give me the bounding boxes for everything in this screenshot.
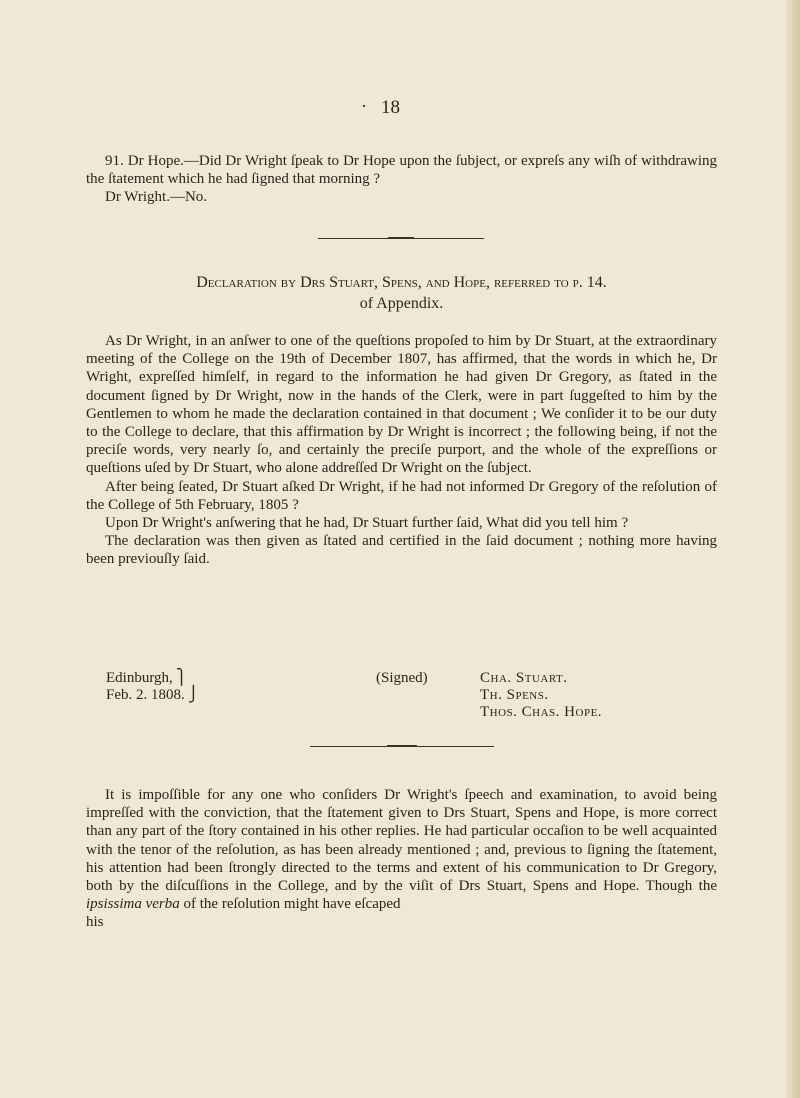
- closing-body: [86, 786, 717, 932]
- question-91: 91. Dr Hope.—Did Dr Wright ſpeak to Dr Hope upon the ſubject, or expreſs any wiſh of withdrawing the ſtatement which he had ſigned that morning ?: [86, 153, 717, 188]
- italic-phrase: ipsissima verba: [86, 896, 180, 913]
- brace-icon: ⎭: [187, 687, 199, 703]
- declaration-paragraph: After being ſeated, Dr Stuart aſked Dr Wright, if he had not informed Dr Gregory of the reſolution of the College of 5th February, 1805 ?: [86, 478, 717, 513]
- signatures: [480, 670, 602, 721]
- date: Feb. 2. 1808.: [106, 687, 185, 703]
- declaration-paragraph: The declaration was then given as ſtated and certified in the ſaid document ; nothing more having been previouſly ſaid.: [86, 533, 717, 568]
- signatory-hope: Thos. Chas. Hope.: [480, 704, 603, 720]
- signatory-spens: Th. Spens.: [480, 687, 549, 703]
- place: Edinburgh,: [106, 670, 173, 686]
- brace-icon: ⎫: [175, 670, 188, 686]
- catchword: his: [86, 914, 104, 931]
- place-date: [106, 670, 199, 704]
- declaration-body: [86, 332, 717, 569]
- page-mark: ·: [361, 96, 367, 116]
- closing-text-end: of the reſolution might have eſcaped: [183, 896, 401, 913]
- declaration-paragraph: As Dr Wright, in an anſwer to one of the queſtions propoſed to him by Dr Stuart, at the extraordinary meeting of the College on the 19th of December 1807, has affirmed, that the words in which he, Dr Wright, expreſſed himſelf, in regard to the information he had given Dr Gregory, as ſtated in the document ſigned by Dr Wright, now in the hands of the Clerk, were in part ſuggeſted to him by the Gentlemen to whom he made the declaration contained in that document ; We conſider it to be our duty to the College to declare, that this affirmation by Dr Wright is incorrect ; the following being, if not the preciſe words, very nearly ſo, and certainly the preciſe purport, and the whole of the expreſſions or queſtions uſed by Dr Stuart, who alone addreſſed Dr Wright on the ſubject.: [86, 333, 717, 477]
- section-rule-top: [318, 238, 484, 239]
- declaration-heading: [86, 272, 717, 314]
- signed-label: (Signed): [376, 670, 428, 686]
- page-edge: [786, 0, 800, 1098]
- heading-line-1: Declaration by Drs Stuart, Spens, and Hope, referred to p. 14.: [196, 274, 607, 291]
- declaration-paragraph: Upon Dr Wright's anſwering that he had, Dr Stuart further ſaid, What did you tell him ?: [105, 515, 629, 532]
- closing-paragraph: [86, 786, 717, 913]
- signatory-stuart: Cha. Stuart.: [480, 670, 568, 686]
- heading-line-2: of Appendix.: [359, 295, 444, 312]
- qa-block: [86, 152, 717, 207]
- page-number: 18: [381, 97, 400, 118]
- section-rule-bottom: [310, 746, 494, 747]
- closing-text: It is impoſſible for any one who conſiders Dr Wright's ſpeech and examination, to avoid being impreſſed with the conviction, that the ſtatement given to Drs Stuart, Spens and Hope, is more correct than any part of the ſtory contained in his other replies. He had particular occaſion to be well acquainted with the tenor of the reſolution, as has been already mentioned ; and, previous to ſigning the ſtatement, his attention had been ſtrongly directed to the terms and extent of his communication to Dr Gregory, both by the diſcuſſions in the College, and by the viſit of Drs Stuart, Spens and Hope. Though the: [86, 787, 717, 895]
- answer-91: Dr Wright.—No.: [105, 189, 208, 206]
